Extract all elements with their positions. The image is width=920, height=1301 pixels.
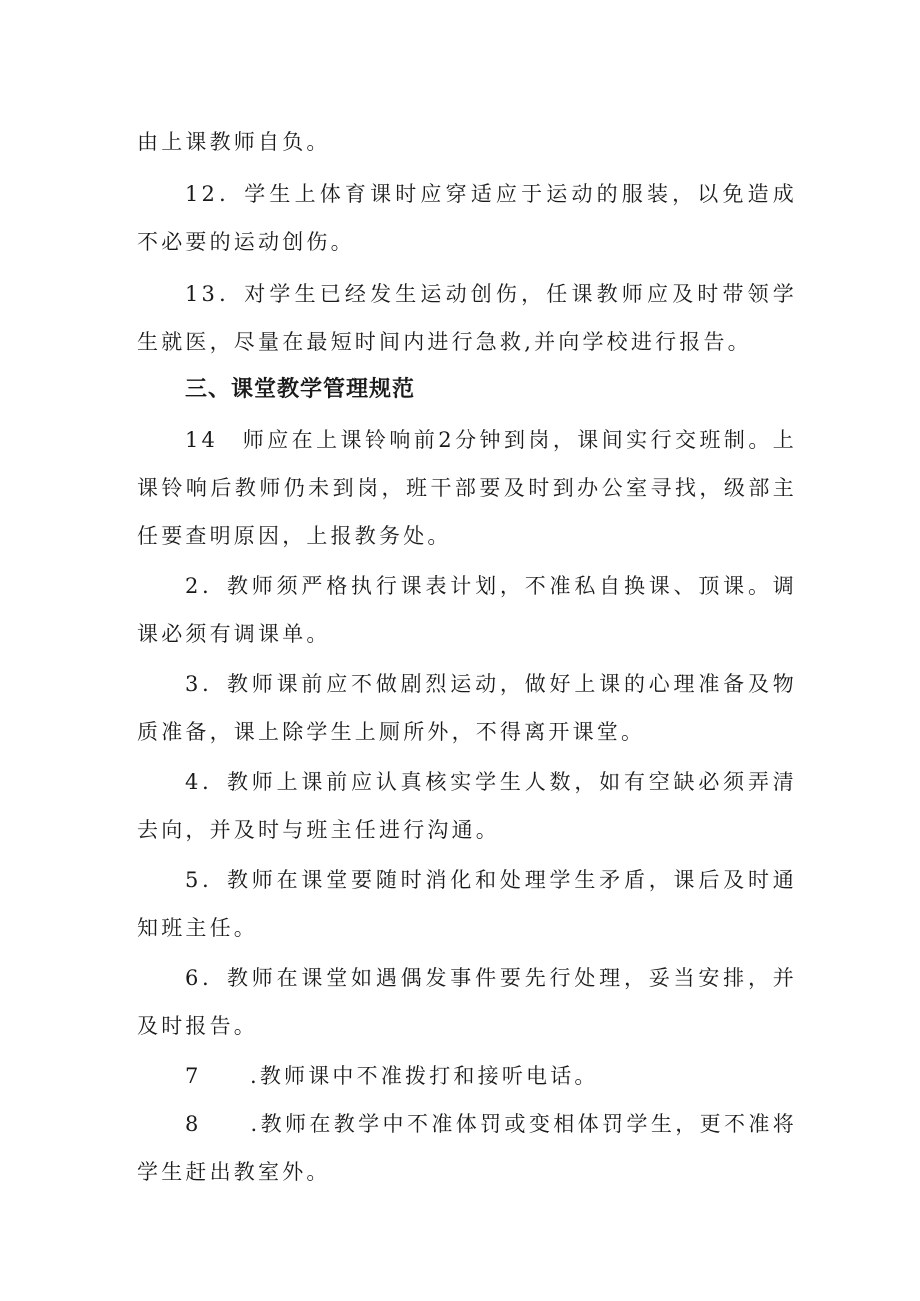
paragraph-item-8: 8 .教师在教学中不准体罚或变相体罚学生，更不准将学生赶出教室外。 (137, 1112, 797, 1184)
paragraph-item-6: 6．教师在课堂如遇偶发事件要先行处理，妥当安排，并及时报告。 (137, 966, 797, 1038)
paragraph-item-5: 5．教师在课堂要随时消化和处理学生矛盾，课后及时通知班主任。 (137, 868, 797, 940)
section-heading: 三、课堂教学管理规范 (185, 377, 416, 402)
paragraph-item-4: 4．教师上课前应认真核实学生人数，如有空缺必须弄清去向，并及时与班主任进行沟通。 (137, 770, 797, 842)
paragraph-item-13: 13．对学生已经发生运动创伤，任课教师应及时带领学生就医，尽量在最短时间内进行急救,并向学校进行报告。 (137, 282, 797, 354)
paragraph-item-14: 14 师应在上课铃响前2分钟到岗，课间实行交班制。上课铃响后教师仍未到岗，班干部要及时到办公室寻找，级部主任要查明原因，上报教务处。 (137, 428, 797, 548)
paragraph-item-7: 7 .教师课中不准拨打和接听电话。 (185, 1064, 599, 1088)
paragraph-item-3: 3．教师课前应不做剧烈运动，做好上课的心理准备及物质准备，课上除学生上厕所外，不得离开课堂。 (137, 672, 797, 744)
paragraph-item-2: 2．教师须严格执行课表计划，不准私自换课、顶课。调课必须有调课单。 (137, 574, 797, 646)
continuation-text: 由上课教师自负。 (137, 130, 331, 154)
paragraph-item-12: 12．学生上体育课时应穿适应于运动的服装，以免造成不必要的运动创伤。 (137, 182, 797, 254)
